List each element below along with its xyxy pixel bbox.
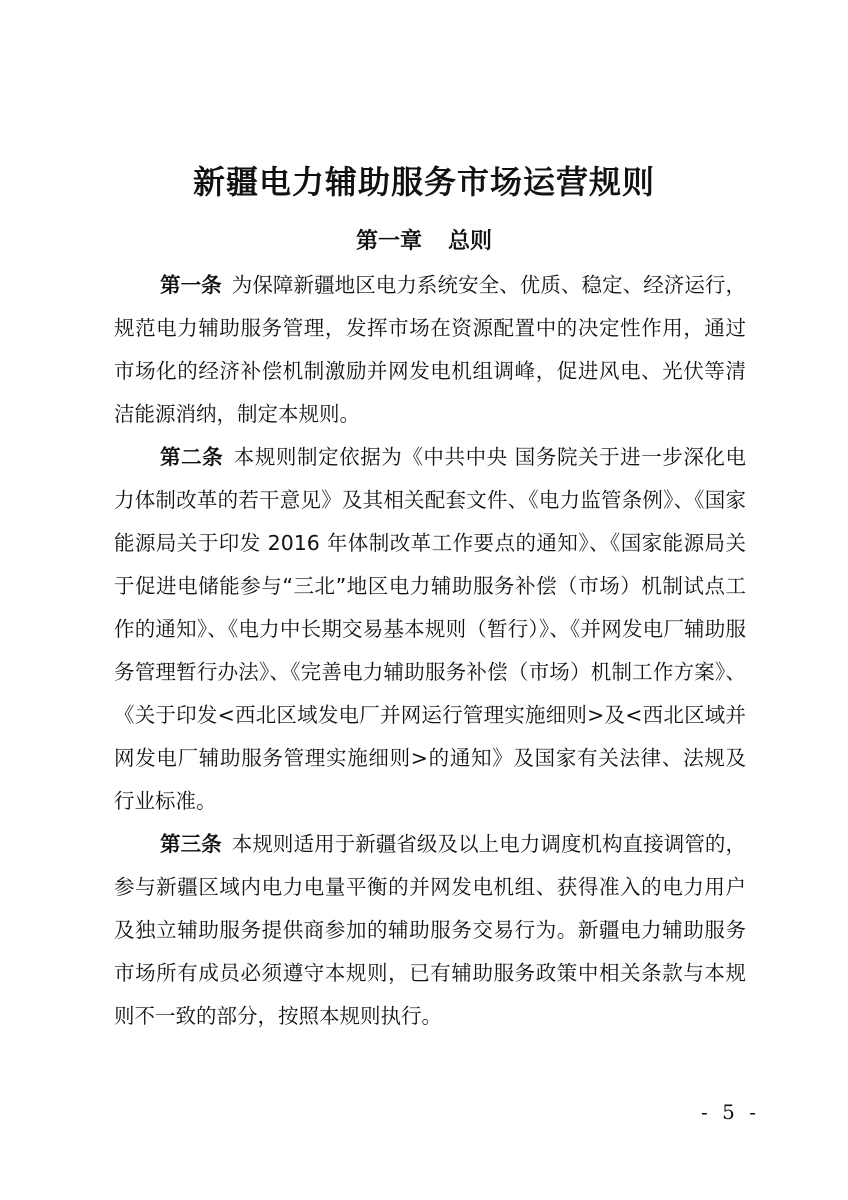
article-text: 为保障新疆地区电力系统安全、优质、稳定、经济运行，规范电力辅助服务管理，发挥市场在资源配置中的决定性作用，通过市场化的经济补偿机制激励并网发电机组调峰，促进风电、光伏等清洁能源消纳，制定本规则。 — [114, 273, 747, 426]
article-label: 第二条 — [160, 445, 224, 469]
article-text: 本规则适用于新疆省级及以上电力调度机构直接调管的，参与新疆区域内电力电量平衡的并网发电机组、获得准入的电力用户及独立辅助服务提供商参加的辅助服务交易行为。新疆电力辅助服务市场所有成员必须遵守本规则，已有辅助服务政策中相关条款与本规则不一致的部分，按照本规则执行。 — [114, 832, 747, 1028]
article-2 — [114, 436, 746, 823]
document-title: 新疆电力辅助服务市场运营规则 — [192, 163, 655, 201]
chapter-heading — [0, 227, 848, 257]
page-number: - 5 - — [701, 1100, 760, 1124]
article-1 — [114, 264, 746, 436]
article-3 — [114, 823, 746, 1038]
article-label: 第三条 — [160, 832, 222, 856]
article-label: 第一条 — [160, 273, 222, 297]
chapter-name: 总则 — [448, 229, 493, 254]
article-text: 本规则制定依据为《中共中央 国务院关于进一步深化电力体制改革的若干意见》及其相关配套文件、《电力监管条例》、《国家能源局关于印发 2016 年体制改革工作要点的通知》、《国家能源局关于促进电储能参与“三北”地区电力辅助服务补偿（市场）机制试点工作的通知》、《电力中长期交易基本规则（暂行）》、《并网发电厂辅助服务管理暂行办法》、《完善电力辅助服务补偿（市场）机制工作方案》、《关于印发<西北区域发电厂并网运行管理实施细则>及<西北区域并网发电厂辅助服务管理实施细则>的通知》及国家有关法律、法规及行业标准。 — [114, 445, 747, 813]
chapter-number: 第一章 — [355, 229, 422, 254]
document-body — [114, 264, 746, 1038]
